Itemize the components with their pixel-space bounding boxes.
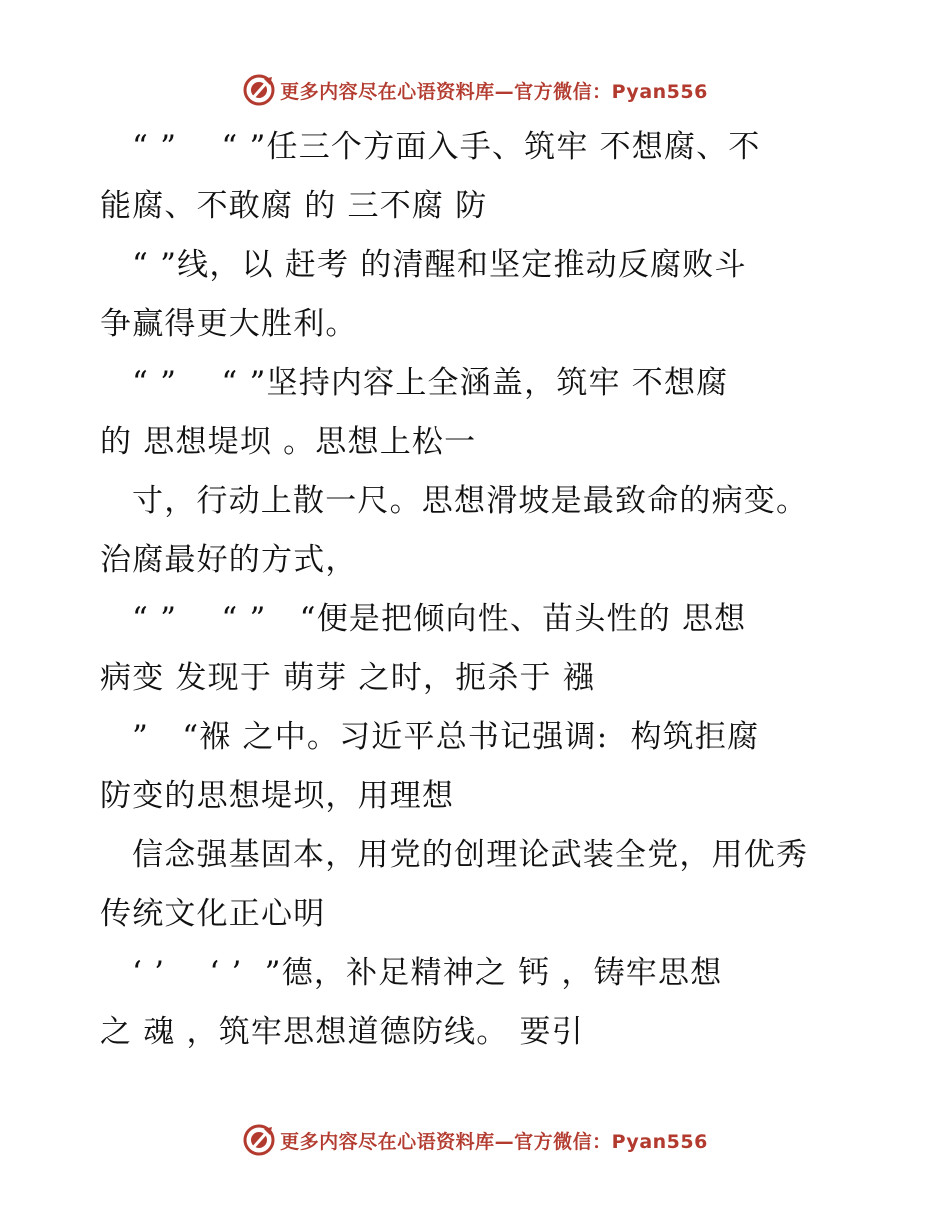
body-line: ‘ ’ ‘ ’ ”德，补足精神之 钙 ，铸牢思想	[132, 955, 723, 991]
body-line: “ ”线，以 赶考 的清醒和坚定推动反腐败斗	[132, 247, 747, 283]
body-line: 病变 发现于 萌芽 之时，扼杀于 襁	[100, 660, 596, 696]
header-banner-text: 更多内容尽在心语资料库—官方微信：Pyan556	[280, 80, 708, 103]
body-line: 寸，行动上散一尺。思想滑坡是最致命的病变。	[132, 483, 809, 519]
pen-seal-icon	[242, 1123, 276, 1157]
header-banner	[0, 70, 950, 110]
body-line: 之 魂 ，筑牢思想道德防线。 要引	[100, 1014, 584, 1050]
pen-seal-icon	[242, 73, 276, 107]
body-line: 信念强基固本，用党的创理论武装全党，用优秀	[132, 837, 809, 873]
body-line: 治腐最好的方式，	[100, 542, 358, 578]
document-body	[100, 118, 860, 1062]
footer-banner	[0, 1120, 950, 1160]
footer-banner-text: 更多内容尽在心语资料库—官方微信：Pyan556	[280, 1130, 708, 1153]
body-line: ” “褓 之中。习近平总书记强调: 构筑拒腐	[132, 719, 760, 755]
body-line: “ ” “ ” “便是把倾向性、苗头性的 思想	[132, 601, 747, 637]
body-line: 的 思想堤坝 。思想上松一	[100, 424, 477, 460]
body-line: 争赢得更大胜利。	[100, 306, 358, 342]
body-line: 防变的思想堤坝，用理想	[100, 778, 455, 814]
body-line: 能腐、不敢腐 的 三不腐 防	[100, 188, 488, 224]
body-line: “ ” “ ”坚持内容上全涵盖，筑牢 不想腐	[132, 365, 729, 401]
body-line: 传统文化正心明	[100, 896, 326, 932]
body-line: “ ” “ ”任三个方面入手、筑牢 不想腐、不	[132, 129, 761, 165]
